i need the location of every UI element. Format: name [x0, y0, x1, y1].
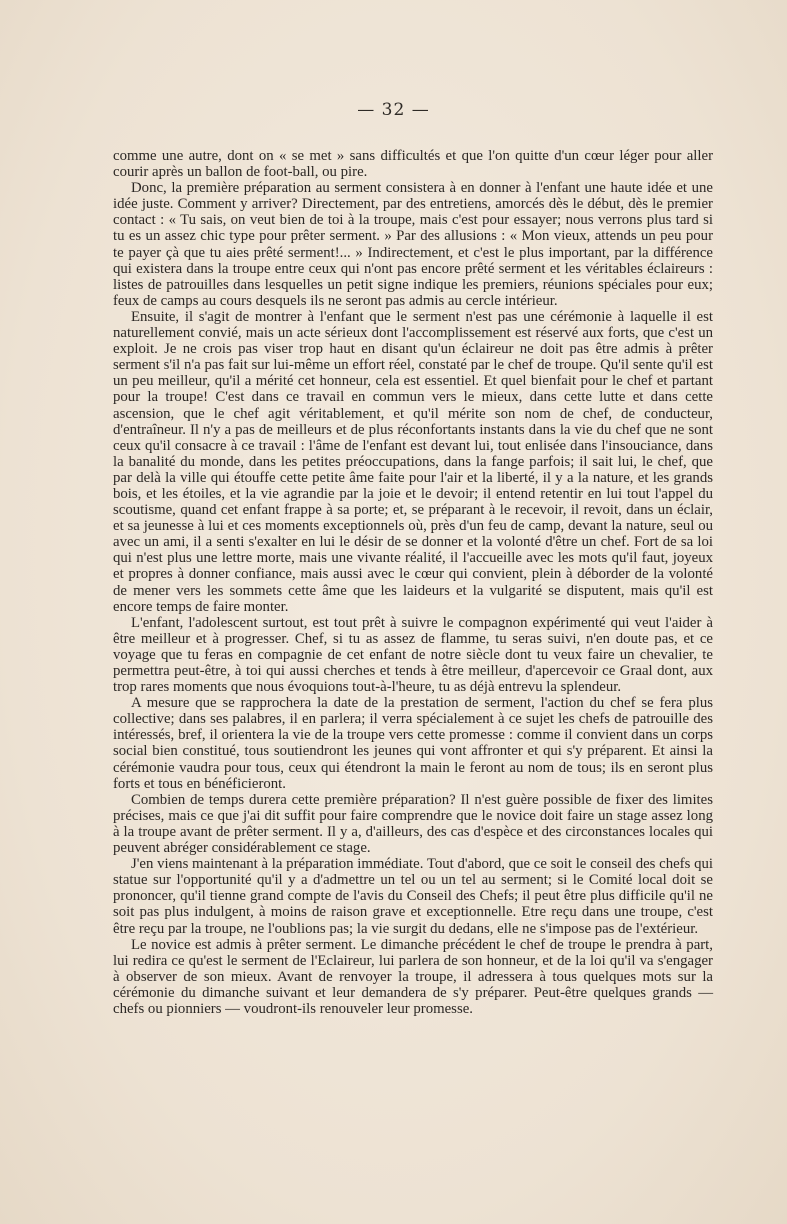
paragraph: A mesure que se rapprochera la date de la prestation de serment, l'action du chef se fera plus collective; dans ses palabres, il en parlera; il verra spécialement à ce sujet les chefs de patrouille des intéressés, bref, il orientera la vie de la troupe vers cette promesse : comme il convient dans un corps social bien constitué, tous soutiendront les jeunes qui vont affronter et qui s'y préparent. Et ainsi la cérémonie vaudra pour tous, ceux qui étendront la main le feront au nom de tous; ils en seront plus forts et tous en bénéficieront.: [113, 695, 713, 792]
paragraph: comme une autre, dont on « se met » sans difficultés et que l'on quitte d'un cœur léger pour aller courir après un ballon de foot-ball, ou pire.: [113, 148, 713, 181]
paragraph: L'enfant, l'adolescent surtout, est tout prêt à suivre le compagnon expérimenté qui veut l'aider à être meilleur et à progresser. Chef, si tu as assez de flamme, tu seras suivi, n'en doute pas, et ce voyage que tu feras en compagnie de cet enfant de notre siècle dont tu veux faire un chevalier, te permettra peut-être, à toi qui aussi cherches et tends à être meilleur, d'apercevoir ce Graal dont, aux trop rares moments que nous évoquions tout-à-l'heure, tu as déjà entrevu la splendeur.: [113, 614, 713, 696]
paragraph: Ensuite, il s'agit de montrer à l'enfant que le serment n'est pas une cérémonie à laquelle il est naturellement convié, mais un acte sérieux dont l'accomplissement est réservé aux forts, que c'est un exploit. Je ne crois pas viser trop haut en disant qu'un éclaireur ne doit pas être admis à prêter serment s'il n'a pas fait sur lui-même un effort réel, constaté par le chef de troupe. Qu'il sente qu'il est un peu meilleur, qu'il a mérité cet honneur, cela est essentiel. Et quel bienfait pour le chef et partant pour la troupe! C'est dans ce travail en commun vers le mieux, dans cette lutte et dans cette ascension, que le chef agit véritablement, et qu'il mérite son nom de chef, de conducteur, d'entraîneur. Il n'y a pas de meilleurs et de plus réconfortants instants dans la vie du chef que ne sont ceux qu'il consacre à ce travail : l'âme de l'enfant est devant lui, tout enlisée dans l'insouciance, dans la banalité du monde, dans les petites préoccupations, dans la fange parfois; il sait lui, le chef, que par delà la ville qui étouffe cette petite âme faite pour l'air et la liberté, il y a la nature, et les grands bois, et les étoiles, et la vie agrandie par la joie et le devoir; il entend retentir en lui tout l'appel du scoutisme, quand cet enfant frappe à sa porte; et, se préparant à le recevoir, il revoit, dans un éclair, et sa jeunesse à lui et ces moments exceptionnels où, près d'un feu de camp, devant la nature, seul ou avec un ami, il a senti s'exalter en lui le désir de se donner et la volonté d'être un chef. Fort de sa loi qui n'est plus une lettre morte, mais une vivante réalité, il l'accueille avec les mots qu'il faut, joyeux et propres à donner confiance, mais aussi avec le cœur qui convient, plein à déborder de la volonté de mener vers les sommets cette âme que les laideurs et la vulgarité se disputent, mais qu'il est encore temps de faire monter.: [113, 308, 713, 615]
body-text: [113, 148, 713, 1017]
paragraph: Le novice est admis à prêter serment. Le dimanche précédent le chef de troupe le prendra à part, lui redira ce qu'est le serment de l'Eclaireur, lui parlera de son honneur, et de la loi qu'il va s'engager à observer de son mieux. Avant de renvoyer la troupe, il adressera à tous quelques mots sur la cérémonie du dimanche suivant et leur demandera de s'y préparer. Peut-être quelques grands — chefs ou pionniers — voudront-ils renouveler leur promesse.: [113, 936, 713, 1017]
page-number: — 32 —: [357, 100, 430, 120]
paragraph: J'en viens maintenant à la préparation immédiate. Tout d'abord, que ce soit le conseil des chefs qui statue sur l'opportunité qu'il y a d'admettre un tel ou un tel au serment; si le Comité local doit se prononcer, qu'il tienne grand compte de l'avis du Conseil des Chefs; il peut être plus difficile qu'il ne soit pas plus indulgent, à moins de raison grave et exceptionnelle. Etre reçu dans une troupe, c'est être reçu par la troupe, ne l'oublions pas; la vie surgit du dedans, elle ne s'impose pas de l'extérieur.: [113, 856, 713, 937]
paragraph: Combien de temps durera cette première préparation? Il n'est guère possible de fixer des limites précises, mais ce que j'ai dit suffit pour faire comprendre que le novice doit faire un stage assez long à la troupe avant de prêter serment. Il y a, d'ailleurs, des cas d'espèce et des circonstances locales qui peuvent abréger considérablement ce stage.: [113, 791, 713, 857]
paragraph: Donc, la première préparation au serment consistera à en donner à l'enfant une haute idée et une idée juste. Comment y arriver? Directement, par des entretiens, amorcés dès le début, dès le premier contact : « Tu sais, on veut bien de toi à la troupe, mais c'est pour essayer; nous verrons plus tard si tu es un assez chic type pour prêter serment. » Par des allusions : « Mon vieux, attends un peu pour te payer çà que tu aies prêté serment!... » Indirectement, et c'est le plus important, par la différence qui existera dans la troupe entre ceux qui n'ont pas encore prêté serment et les véritables éclaireurs : listes de patrouilles dans lesquelles un petit signe indique les premiers, réunions spéciales pour eux; feux de camps au cours desquels ils ne seront pas admis au cercle intérieur.: [113, 180, 713, 309]
